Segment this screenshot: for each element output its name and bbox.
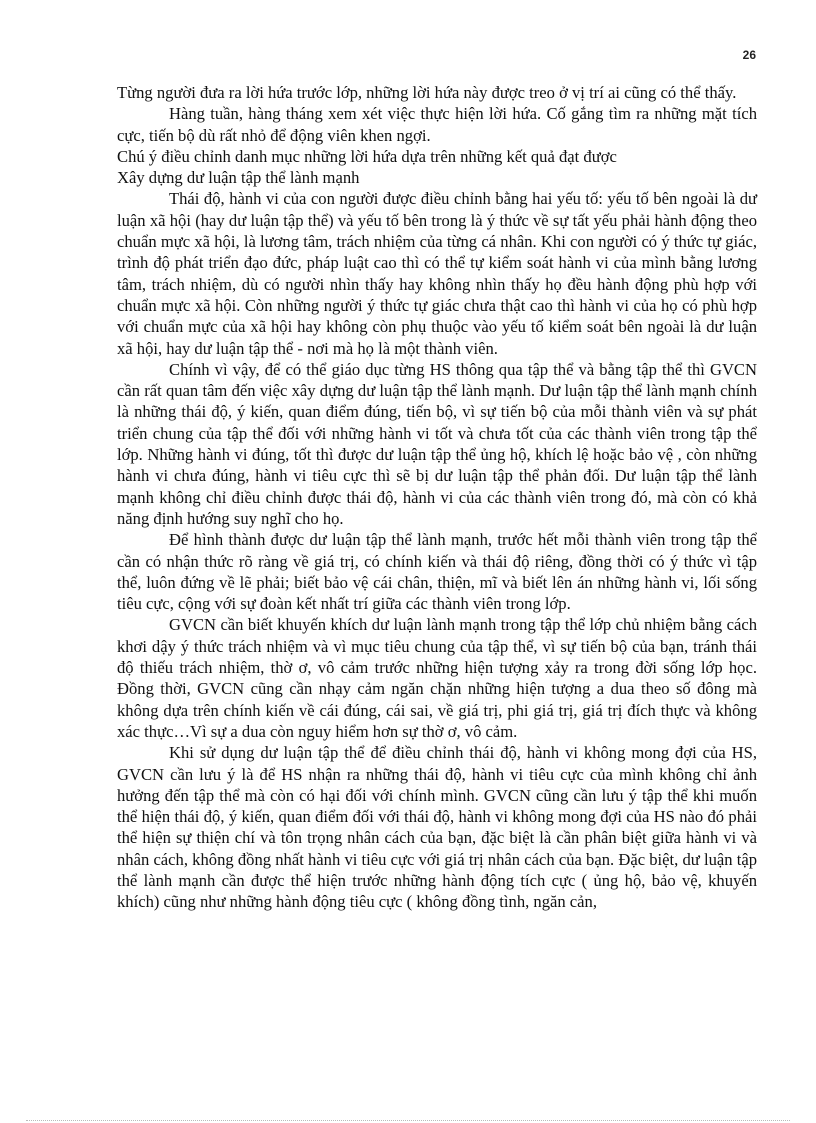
paragraph-healthy-opinion: Chính vì vậy, để có thể giáo dục từng HS thông qua tập thể và bằng tập thể thì GVCN cần rất quan tâm đến việc xây dựng dư luận tập thể lành mạnh. Dư luận tập thể lành mạnh chính là những thái độ, ý kiến, quan điểm đúng, tiến bộ, vì sự tiến bộ của mỗi thành viên và sự phát triển chung của tập thể đối với những hành vi tốt và chưa tốt của các thành viên trong tập thể lớp. Những hành vi đúng, tốt thì được dư luận tập thể ủng hộ, khích lệ hoặc bảo vệ , còn những hành vi chưa đúng, hành vi tiêu cực thì sẽ bị dư luận tập thể phản đối. Dư luận tập thể lành mạnh không chỉ điều chỉnh được thái độ, hành vi của các thành viên trong đó, mà còn có khả năng định hướng suy nghĩ cho họ. [117, 359, 757, 528]
page-bottom-divider [26, 1120, 790, 1121]
paragraph-promise-posting: Từng người đưa ra lời hứa trước lớp, những lời hứa này được treo ở vị trí ai cũng có thể thấy. [117, 83, 737, 102]
page-number: 26 [742, 48, 756, 62]
paragraph-adjust-promises: Chú ý điều chỉnh danh mục những lời hứa dựa trên những kết quả đạt được [117, 146, 617, 166]
document-body [117, 82, 757, 913]
paragraph-forming-opinion: Để hình thành được dư luận tập thể lành mạnh, trước hết mỗi thành viên trong tập thể cần có nhận thức rõ ràng về giá trị, có chính kiến và thái độ riêng, đồng thời có ý thức vì tập thể, luôn đứng về lẽ phải; biết bảo vệ cái chân, thiện, mĩ và biết lên án những hành vi, lối sống tiêu cực, cộng với sự đoàn kết nhất trí giữa các thành viên trong lớp. [117, 530, 757, 614]
paragraph-using-opinion: Khi sử dụng dư luận tập thể để điều chỉnh thái độ, hành vi không mong đợi của HS, GVCN cần lưu ý là để HS nhận ra những thái độ, hành vi tiêu cực của mình không chỉ ảnh hưởng đến tập thể mà còn có hại đối với chính mình. GVCN cũng cần lưu ý tập thể khi muốn thể hiện thái độ, ý kiến, quan điểm đối với thái độ, hành vi không mong đợi của HS nào đó phải thể hiện sự thiện chí và tôn trọng nhân cách của bạn, đặc biệt là cần phân biệt giữa hành vi và nhân cách, không đồng nhất hành vi tiêu cực với giá trị nhân cách của bạn. Đặc biệt, dư luận tập thể lành mạnh cần được thể hiện trước những hành động tích cực ( ủng hộ, bảo vệ, khuyến khích) cũng như những hành động tiêu cực ( không đồng tình, ngăn cản, [117, 743, 757, 912]
paragraph-behavior-factors: Thái độ, hành vi của con người được điều chỉnh bằng hai yếu tố: yếu tố bên ngoài là dư luận xã hội (hay dư luận tập thể) và yếu tố bên trong là ý thức về sự tất yếu phải hành động theo chuẩn mực xã hội, là lương tâm, trách nhiệm của từng cá nhân. Khi con người có ý thức tự giác, trình độ phát triển đạo đức, pháp luật cao thì có thể tự kiểm soát hành vi của mình bằng lương tâm, trách nhiệm, dù có người nhìn thấy hay không nhìn thấy họ đều hành động phù hợp với chuẩn mực xã hội. Còn những người ý thức tự giác chưa thật cao thì hành vi của họ có phù hợp với chuẩn mực của xã hội hay không còn phụ thuộc vào yếu tố kiểm soát bên ngoài là dư luận xã hội, hay dư luận tập thể - nơi mà họ là một thành viên. [117, 189, 757, 358]
section-heading-public-opinion: Xây dựng dư luận tập thể lành mạnh [117, 168, 360, 188]
paragraph-encourage-opinion: GVCN cần biết khuyến khích dư luận lành mạnh trong tập thể lớp chủ nhiệm bằng cách khơi dậy ý thức trách nhiệm và vì mục tiêu chung của tập thể, vì sự tiến bộ của bạn, tránh thái độ thiếu trách nhiệm, thờ ơ, vô cảm trước những hiện tượng xảy ra trong đời sống lớp học. Đồng thời, GVCN cũng cần nhạy cảm ngăn chặn những hiện tượng a dua theo số đông mà không dựa trên chính kiến về cái đúng, cái sai, về giá trị, phi giá trị, giá trị đích thực và không xác thực…Vì sự a dua còn nguy hiểm hơn sự thờ ơ, vô cảm. [117, 615, 757, 741]
paragraph-weekly-review: Hàng tuần, hàng tháng xem xét việc thực hiện lời hứa. Cố gắng tìm ra những mặt tích cực, tiến bộ dù rất nhỏ để động viên khen ngợi. [117, 104, 757, 145]
